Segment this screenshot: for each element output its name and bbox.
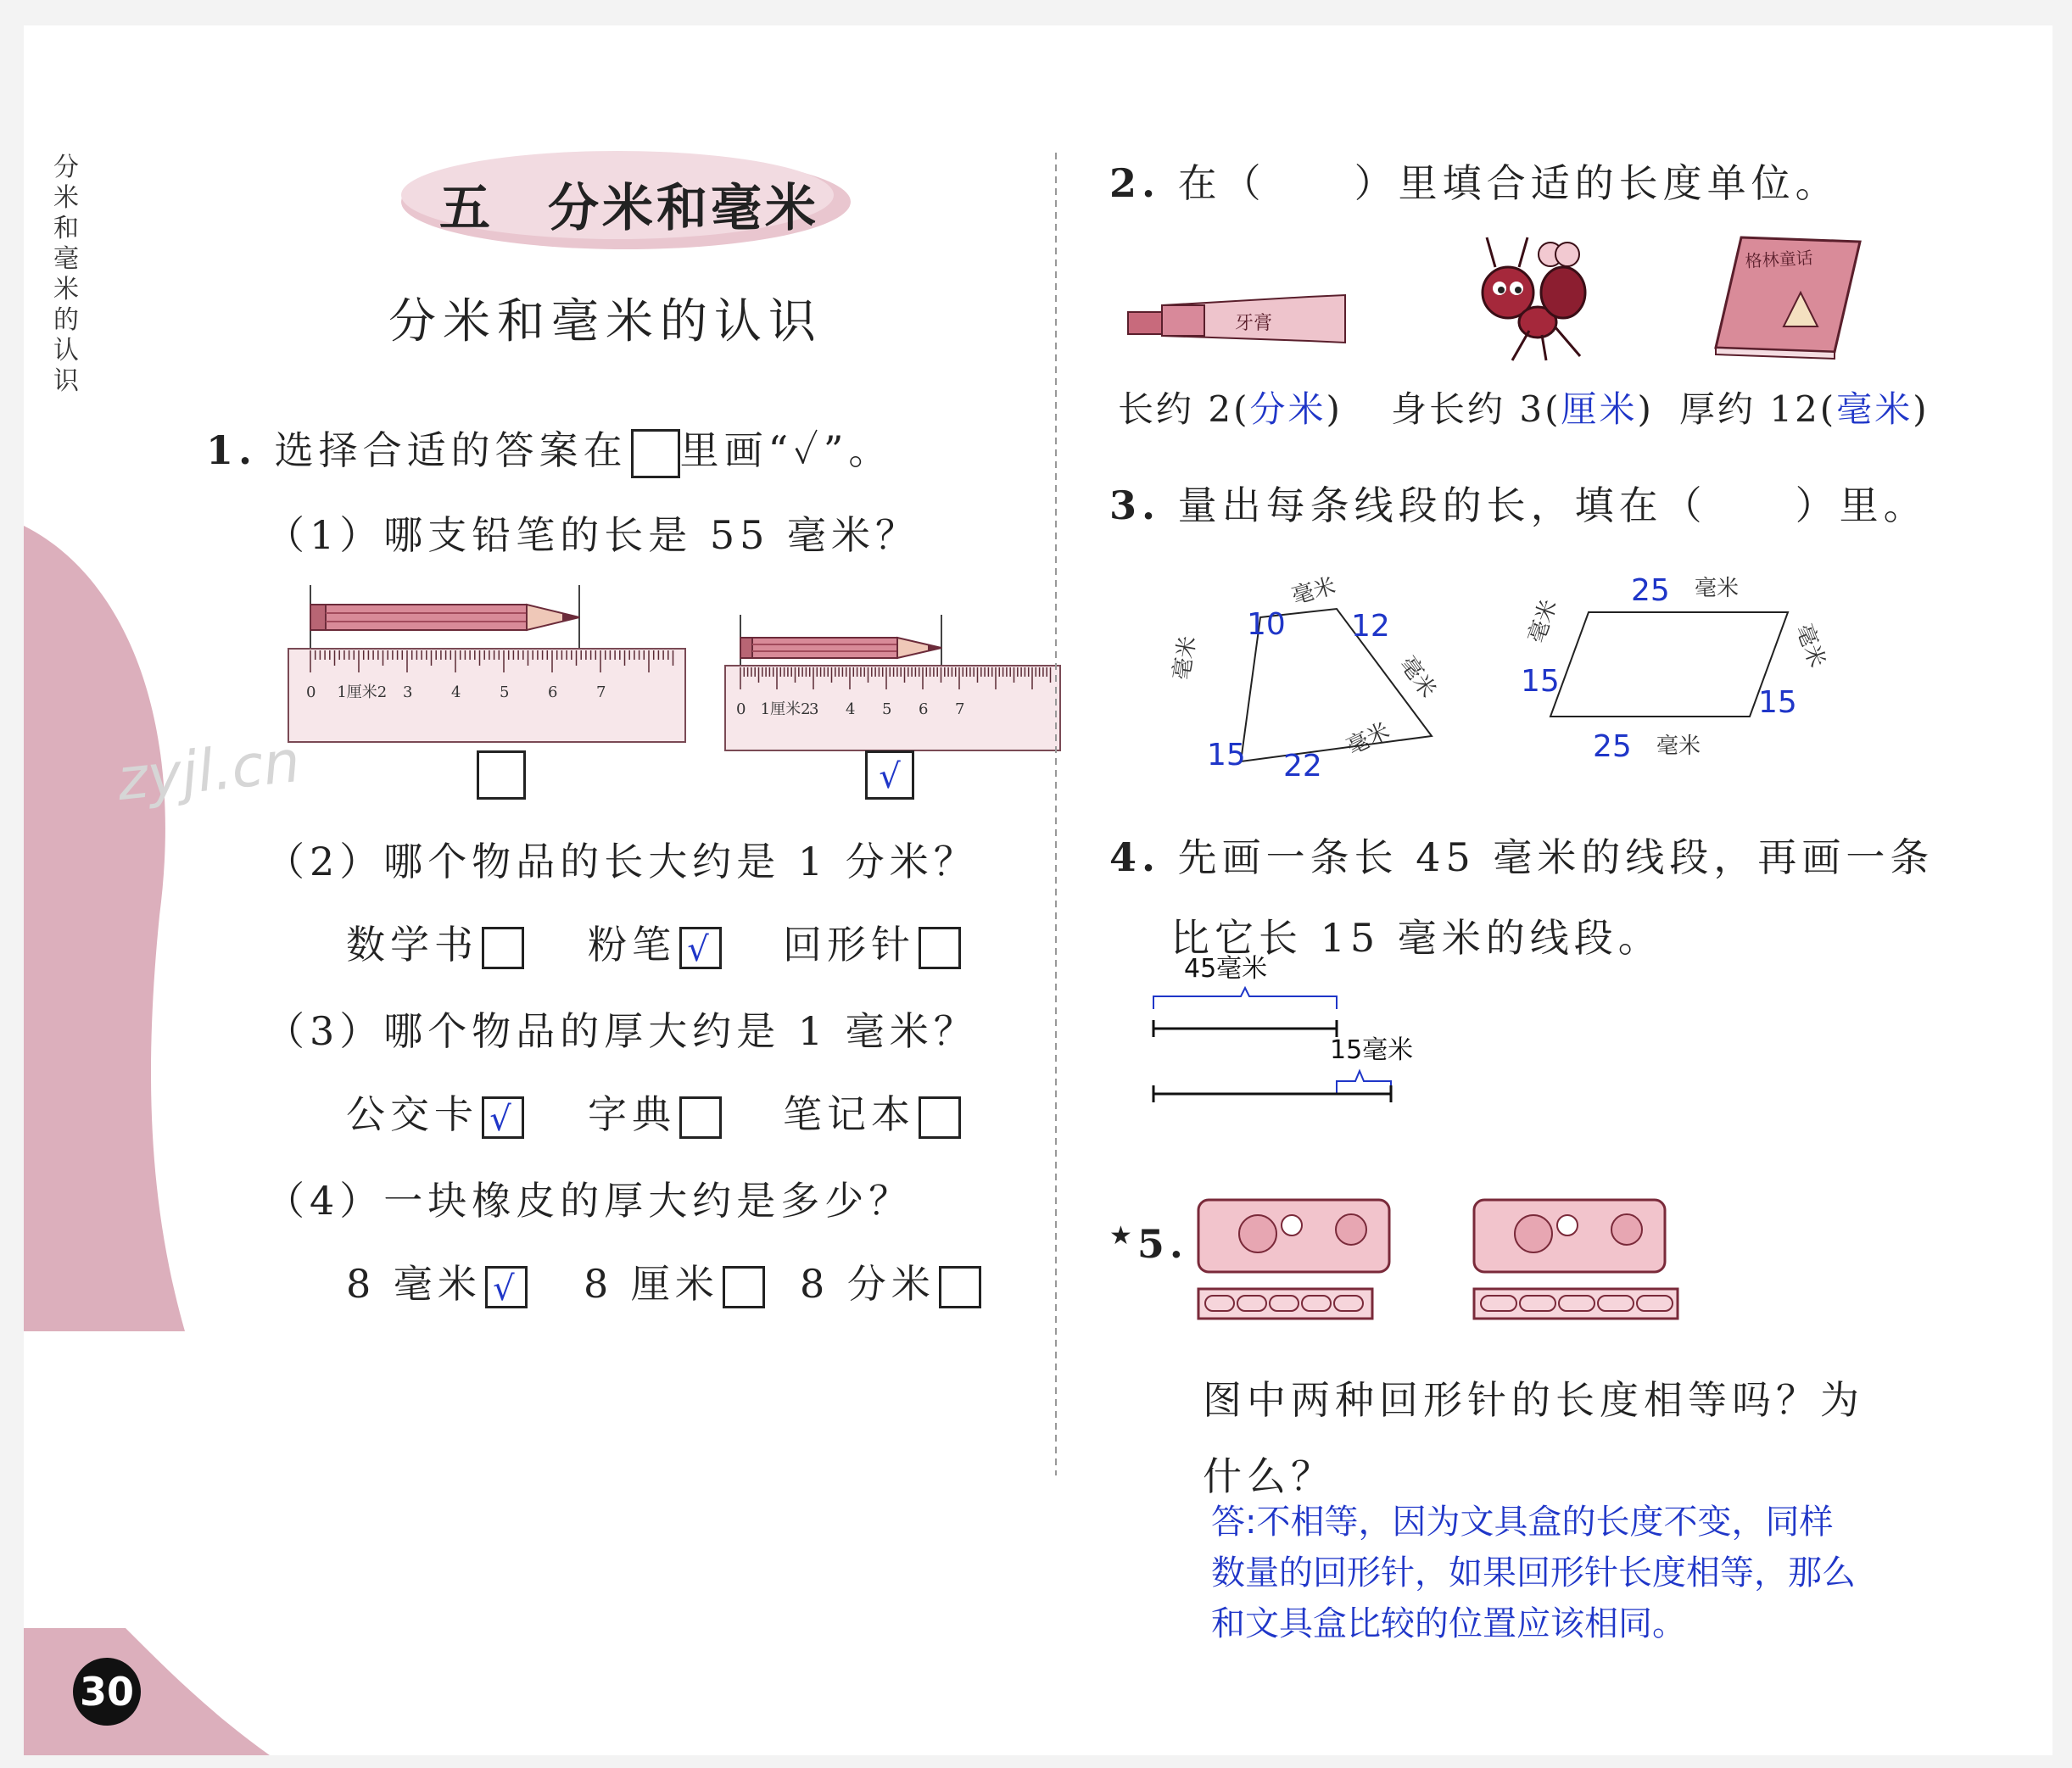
item-post: ) <box>1913 388 1930 430</box>
option-text: 8 分米 <box>800 1261 935 1307</box>
ruler-2-label: 7 <box>955 700 965 718</box>
brace-15 <box>1337 1071 1391 1094</box>
clip-row-2 <box>1474 1289 1678 1319</box>
parallelogram-bottom-value[interactable]: 25 <box>1593 729 1632 764</box>
ruler-1-label: 7 <box>596 683 606 701</box>
unit-label: 毫米 <box>1289 573 1339 610</box>
q4-segments-drawing <box>1126 945 1483 1107</box>
q1-sub1-box1[interactable] <box>473 750 526 800</box>
ruler-2-label: 5 <box>882 700 892 718</box>
item-pre: 长约 2( <box>1118 388 1250 430</box>
item-post: ) <box>1637 388 1654 430</box>
parallelogram-right-value[interactable]: 15 <box>1758 685 1797 720</box>
unit-label: 毫米 <box>1343 718 1394 761</box>
pencil-short-icon <box>740 638 941 658</box>
unit-label: 毫米 <box>1656 733 1701 759</box>
q1-sub2-option-3[interactable] <box>783 914 961 970</box>
q2-item-3 <box>1679 382 1930 432</box>
item-pre: 身长约 3( <box>1391 388 1561 430</box>
binding-line <box>1052 153 1060 1475</box>
trapezoid-left-value[interactable]: 15 <box>1207 738 1246 772</box>
q2-item-2 <box>1391 382 1654 432</box>
ruler-1-label: 5 <box>500 683 510 701</box>
trapezoid-right-value[interactable]: 12 <box>1351 609 1390 644</box>
watermark: zyjl.cn <box>114 728 304 815</box>
unit-label: 毫米 <box>1790 621 1830 672</box>
option-text: 8 厘米 <box>584 1261 719 1307</box>
star-icon: ★ <box>1109 1221 1137 1251</box>
q1-sub1-label: （1）哪支铅笔的长是 55 毫米？ <box>265 512 920 558</box>
q1-sub2-option-1[interactable] <box>346 914 524 970</box>
ruler-1-label: 3 <box>403 683 413 701</box>
q1-sub2-label: （2）哪个物品的长大约是 1 分米？ <box>265 839 978 884</box>
q1-number: 1. <box>206 427 258 473</box>
q4-line-1-text: 先画一条长 45 毫米的线段，再画一条 <box>1177 834 1935 880</box>
ruler-1-label: 6 <box>548 683 558 701</box>
q5-line-2: 什么？ <box>1203 1453 1335 1499</box>
trapezoid-bottom-value[interactable]: 22 <box>1283 749 1322 784</box>
parallelogram-left-value[interactable]: 15 <box>1521 664 1560 699</box>
option-text: 8 毫米 <box>346 1261 482 1307</box>
q1-sub4-option-1[interactable] <box>346 1253 528 1309</box>
ruler-2-label: 6 <box>919 700 929 718</box>
q1-sub3-option-1[interactable] <box>346 1084 524 1140</box>
option-text: 回形针 <box>783 922 915 968</box>
page-number: 30 <box>73 1658 141 1726</box>
ruler-1-label: 4 <box>451 683 461 701</box>
ruler-1-label: 0 <box>306 683 316 701</box>
item-pre: 厚约 12( <box>1679 388 1837 430</box>
q4-number: 4. <box>1109 834 1161 880</box>
book-title: 格林童话 <box>1745 247 1814 271</box>
q4-line-2: 比它长 15 毫米的线段。 <box>1170 915 1662 961</box>
q3-prompt <box>1109 475 1928 531</box>
side-label: 分米和毫米的认识 <box>53 153 79 396</box>
brace-45 <box>1153 988 1337 1009</box>
option-text: 数学书 <box>346 922 478 968</box>
q1-sub1-box2[interactable] <box>862 750 914 800</box>
unit-label: 毫米 <box>1695 576 1740 601</box>
q2-number: 2. <box>1109 160 1161 206</box>
answer-unit[interactable]: 厘米 <box>1561 388 1638 430</box>
q1-prompt <box>206 420 892 478</box>
answer-line: 和文具盒比较的位置应该相同。 <box>1211 1604 1686 1643</box>
clip-row-1 <box>1198 1289 1372 1319</box>
q1-sub1-check-box-1[interactable] <box>477 750 526 800</box>
item-post: ) <box>1326 388 1343 430</box>
q1-sub3-label: （3）哪个物品的厚大约是 1 毫米？ <box>265 1008 978 1054</box>
chapter-title: 五 分米和毫米 <box>439 179 819 238</box>
q2-item-1 <box>1118 382 1343 432</box>
toothpaste-label: 牙膏 <box>1235 313 1273 334</box>
check-box[interactable]: √ <box>485 1266 528 1308</box>
ruler-pencil-2 <box>723 611 1063 763</box>
unit-label: 毫米 <box>1523 596 1563 647</box>
q1-prompt-a: 选择合适的答案在 <box>274 427 628 473</box>
parallelogram-shape <box>1550 612 1788 717</box>
option-text: 字典 <box>588 1091 676 1137</box>
option-text: 粉笔 <box>588 922 676 968</box>
pencil-box-1-icon <box>1190 1196 1393 1331</box>
q5-number-label <box>1109 1221 1188 1267</box>
q2-prompt-text: 在（ ）里填合适的长度单位。 <box>1177 160 1840 206</box>
book-icon <box>1707 233 1868 360</box>
q1-sub4-label: （4）一块橡皮的厚大约是多少？ <box>265 1178 913 1224</box>
q5-answer <box>1211 1497 1856 1649</box>
check-box[interactable] <box>939 1266 981 1308</box>
q1-sub3-option-3[interactable] <box>783 1084 961 1140</box>
parallelogram-top-value[interactable]: 25 <box>1631 573 1670 608</box>
q4-line-1 <box>1109 827 1934 883</box>
check-box[interactable]: √ <box>679 927 722 969</box>
ant-icon <box>1453 229 1597 365</box>
q2-prompt <box>1109 153 1840 209</box>
ruler-1-label: 1厘米2 <box>337 683 388 701</box>
section-title: 分米和毫米的认识 <box>388 294 823 349</box>
check-box[interactable]: √ <box>482 1096 524 1139</box>
workbook-page <box>24 25 2052 1755</box>
pencil-long-icon <box>310 605 579 630</box>
check-box[interactable] <box>482 927 524 969</box>
toothpaste-icon <box>1126 288 1364 356</box>
q1-sub3-option-2[interactable] <box>588 1084 722 1140</box>
q1-sub4-option-3[interactable] <box>800 1253 981 1309</box>
check-box[interactable] <box>919 1096 961 1139</box>
answer-unit[interactable]: 毫米 <box>1836 388 1913 430</box>
ruler-2-label: 3 <box>809 700 819 718</box>
unit-label: 毫米 <box>1168 633 1202 683</box>
label-45mm: 45毫米 <box>1184 954 1268 984</box>
label-15mm: 15毫米 <box>1330 1035 1414 1065</box>
q5-number: 5. <box>1137 1221 1188 1267</box>
option-text: 笔记本 <box>783 1091 915 1137</box>
ruler-2-label: 0 <box>736 700 746 718</box>
check-box[interactable] <box>919 927 961 969</box>
q1-prompt-b: 里画“✓”。 <box>679 427 893 473</box>
q3-number: 3. <box>1109 482 1161 528</box>
trapezoid-figure <box>1168 551 1491 797</box>
q1-sub2-option-2[interactable] <box>588 914 722 970</box>
ruler-pencil-1 <box>287 581 719 750</box>
answer-line: 数量的回形针，如果回形针长度相等，那么 <box>1211 1553 1856 1592</box>
unit-label: 毫米 <box>1394 651 1441 703</box>
ruler-2-label: 1厘米2 <box>760 700 811 718</box>
q1-sub4-option-2[interactable] <box>584 1253 765 1309</box>
answer-line: 答:不相等，因为文具盒的长度不变，同样 <box>1211 1503 1834 1542</box>
q5-line-1: 图中两种回形针的长度相等吗？为 <box>1203 1377 1864 1423</box>
pencil-box-2-icon <box>1466 1196 1686 1331</box>
check-box[interactable] <box>723 1266 765 1308</box>
q1-sub1-check-box-2[interactable]: √ <box>865 750 914 800</box>
option-text: 公交卡 <box>346 1091 478 1137</box>
q3-prompt-text: 量出每条线段的长，填在（ ）里。 <box>1177 482 1928 528</box>
q1-example-box <box>631 429 680 478</box>
check-box[interactable] <box>679 1096 722 1139</box>
ruler-2-label: 4 <box>846 700 856 718</box>
trapezoid-top-value[interactable]: 10 <box>1247 607 1286 642</box>
answer-unit[interactable]: 分米 <box>1249 388 1326 430</box>
parallelogram-figure <box>1504 543 1843 780</box>
